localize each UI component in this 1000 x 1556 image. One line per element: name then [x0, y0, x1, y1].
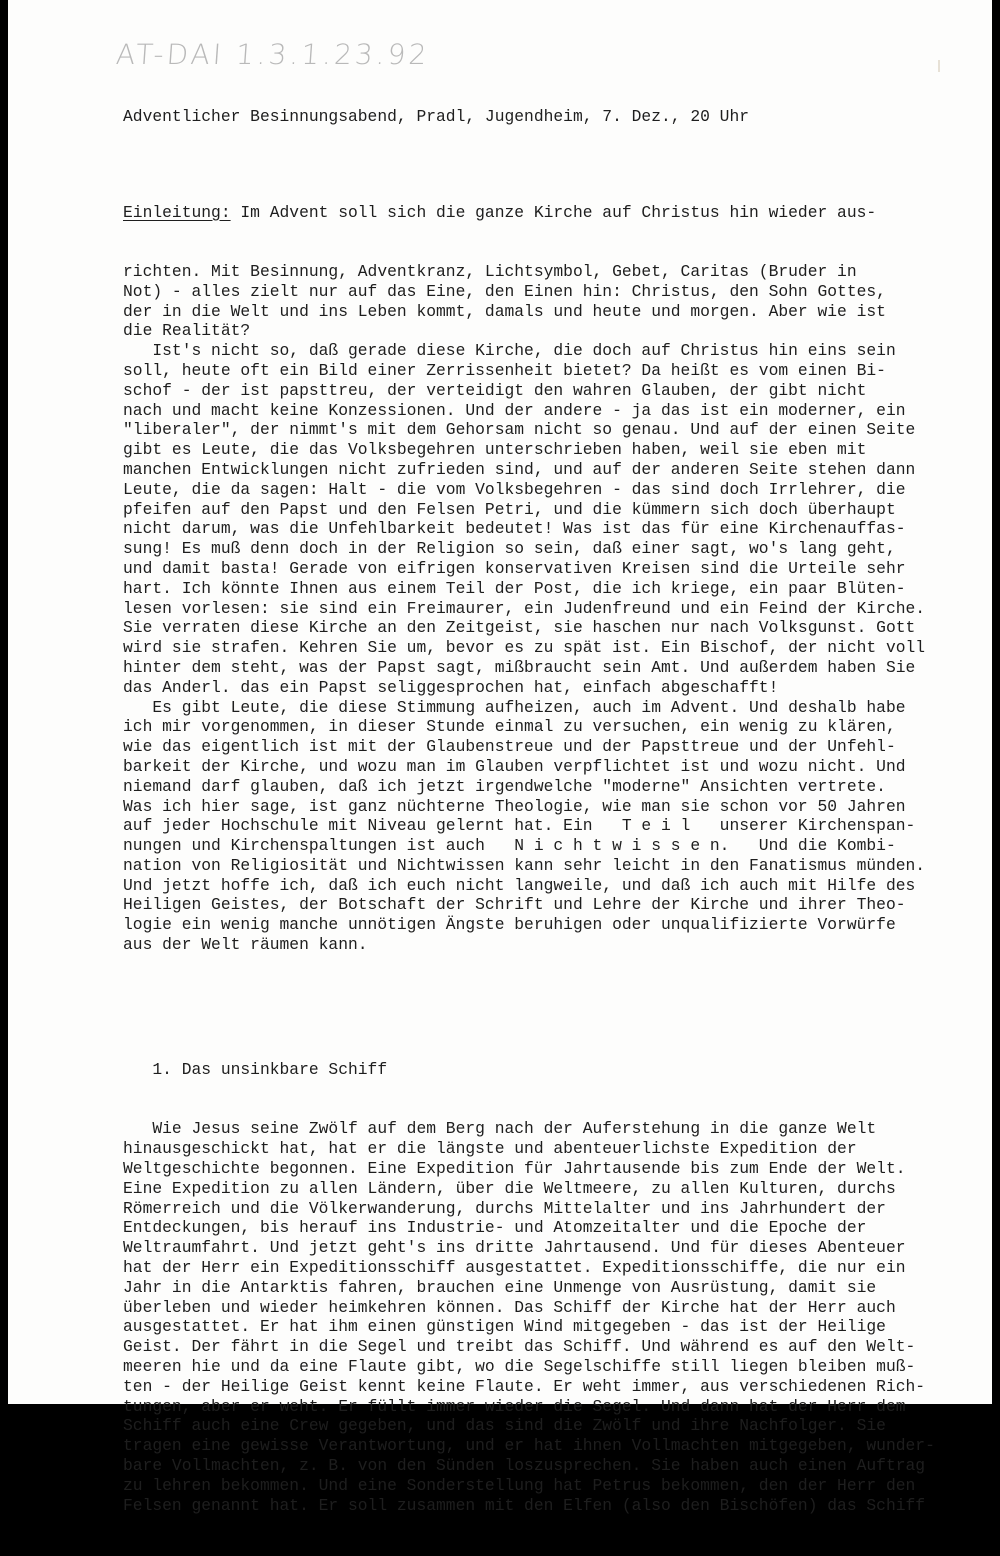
text-line: schof - der ist papsttreu, der verteidigt den wahren Glauben, der gibt nicht — [123, 381, 867, 401]
text-line: nungen und Kirchenspaltungen ist auch N i c h t w i s s e n. Und die Kombi- — [123, 837, 896, 857]
text-line: soll, heute oft ein Bild einer Zerrissenheit bietet? Da heißt es vom einen Bi- — [123, 361, 886, 381]
text-line: "liberaler", der nimmt's mit dem Gehorsam nicht so genau. Und auf der einen Seite — [123, 421, 916, 441]
text-line: niemand darf glauben, daß ich jetzt irgendwelche "moderne" Ansichten vertrete. — [123, 777, 886, 797]
text-line: Felsen genannt hat. Er soll zusammen mit den Elfen (also den Bischöfen) das Schiff — [123, 1496, 926, 1516]
text-line: wie das eigentlich ist mit der Glaubenstreue und der Papsttreue und der Unfehl- — [123, 738, 896, 758]
text-line: das Anderl. das ein Papst seliggesprochen hat, einfach abgeschafft! — [123, 678, 779, 698]
text-line: hat der Herr ein Expeditionsschiff ausgestattet. Expeditionsschiffe, die nur ein — [123, 1259, 906, 1279]
intro-first-line-text: Im Advent soll sich die ganze Kirche auf Christus hin wieder aus- — [230, 203, 877, 223]
text-line: gibt es Leute, die das Volksbegehren unterschrieben haben, weil sie eben mit — [123, 441, 867, 461]
text-line: manchen Entwicklungen nicht zufrieden sind, und auf der anderen Seite stehen dann — [123, 460, 916, 480]
text-line: wird sie strafen. Kehren Sie um, bevor es zu spät ist. Ein Bischof, der nicht voll — [123, 639, 926, 659]
text-line: Was ich hier sage, ist ganz nüchterne Theologie, wie man sie schon vor 50 Jahren — [123, 797, 906, 817]
text-line: nation von Religiosität und Nichtwissen kann sehr leicht in den Fanatismus münden. — [123, 856, 926, 876]
intro-paragraphs — [123, 262, 926, 956]
section-paragraphs — [123, 1120, 935, 1516]
text-line: richten. Mit Besinnung, Adventkranz, Lichtsymbol, Gebet, Caritas (Bruder in — [123, 262, 857, 282]
paper-speck — [938, 60, 940, 72]
text-line: aus der Welt räumen kann. — [123, 936, 368, 956]
document-body — [123, 164, 935, 1556]
text-line: nicht darum, was die Unfehlbarkeit bedeutet! Was ist das für eine Kirchenauffas- — [123, 520, 906, 540]
text-line: überleben und wieder heimkehren können. Das Schiff der Kirche hat der Herr auch — [123, 1298, 896, 1318]
text-line: pfeifen auf den Papst und den Felsen Petri, und die kümmern sich doch überhaupt — [123, 500, 896, 520]
text-line: die Realität? — [123, 322, 251, 342]
text-line: Not) - alles zielt nur auf das Eine, den Einen hin: Christus, den Sohn Gottes, — [123, 282, 886, 302]
text-line: hart. Ich könnte Ihnen aus einem Teil der Post, die ich kriege, ein paar Blüten- — [123, 579, 906, 599]
document-page — [8, 0, 992, 1516]
text-line: logie ein wenig manche unnötigen Ängste beruhigen oder unqualifizierte Vorwürfe — [123, 916, 896, 936]
intro-first-line — [123, 204, 914, 224]
text-line: und damit basta! Gerade von eifrigen konservativen Kreisen sind die Urteile sehr — [123, 559, 906, 579]
text-line: Weltraumfahrt. Und jetzt geht's ins dritte Jahrtausend. Und für dieses Abenteuer — [123, 1239, 906, 1259]
text-line: Und jetzt hoffe ich, daß ich euch nicht langweile, und daß ich auch mit Hilfe des — [123, 876, 916, 896]
text-line: Sie verraten diese Kirche an den Zeitgeist, sie haschen nur nach Volksgunst. Gott — [123, 619, 916, 639]
text-line: Wie Jesus seine Zwölf auf dem Berg nach der Auferstehung in die ganze Welt — [123, 1120, 877, 1140]
document-title: Adventlicher Besinnungsabend, Pradl, Jugendheim, 7. Dez., 20 Uhr — [123, 108, 750, 127]
text-line: Römerreich und die Völkerwanderung, durchs Mittelalter und ins Jahrhundert der — [123, 1199, 886, 1219]
section-heading: 1. Das unsinkbare Schiff — [123, 1061, 388, 1081]
text-line: meeren hie und da eine Flaute gibt, wo die Segelschiffe still liegen bleiben muß- — [123, 1358, 916, 1378]
text-line: Entdeckungen, bis herauf ins Industrie- und Atomzeitalter und die Epoche der — [123, 1219, 867, 1239]
text-line: Schiff auch eine Crew gegeben, und das sind die Zwölf und ihre Nachfolger. Sie — [123, 1417, 886, 1437]
text-line: Geist. Der fährt in die Segel und treibt das Schiff. Und während es auf den Welt- — [123, 1338, 916, 1358]
text-line: ich mir vorgenommen, in dieser Stunde einmal zu versuchen, ein wenig zu klären, — [123, 718, 896, 738]
text-line: ausgestattet. Er hat ihm einen günstigen Wind mitgegeben - das ist der Heilige — [123, 1318, 886, 1338]
text-line: nach und macht keine Konzessionen. Und der andere - ja das ist ein moderner, ein — [123, 401, 906, 421]
text-line: Heiligen Geistes, der Botschaft der Schrift und Lehre der Kirche und ihrer Theo- — [123, 896, 906, 916]
text-line: zu lehren bekommen. Und eine Sonderstellung hat Petrus bekommen, den der Herr den — [123, 1476, 916, 1496]
text-line: Weltgeschichte begonnen. Eine Expedition für Jahrtausende bis zum Ende der Welt. — [123, 1160, 906, 1180]
text-line: ten - der Heilige Geist kennt keine Flaute. Er weht immer, aus verschiedenen Rich- — [123, 1377, 926, 1397]
text-line: bare Vollmachten, z. B. von den Sünden loszusprechen. Sie haben auch einen Auftrag — [123, 1457, 926, 1476]
text-line: tungen, aber er weht. Er füllt immer wieder die Segel. Und dann hat der Herr dem — [123, 1397, 906, 1417]
text-line: Leute, die da sagen: Halt - die vom Volksbegehren - das sind doch Irrlehrer, die — [123, 480, 906, 500]
text-line: Ist's nicht so, daß gerade diese Kirche, die doch auf Christus hin eins sein — [123, 342, 896, 362]
text-line: der in die Welt und ins Leben kommt, damals und heute und morgen. Aber wie ist — [123, 302, 886, 322]
text-line: hinausgeschickt hat, hat er die längste und abenteuerlichste Expedition der — [123, 1140, 857, 1160]
text-line: auf jeder Hochschule mit Niveau gelernt hat. Ein T e i l unserer Kirchenspan- — [123, 817, 916, 837]
text-line: Eine Expedition zu allen Ländern, über die Weltmeere, zu allen Kulturen, durchs — [123, 1179, 896, 1199]
section-gap — [123, 995, 914, 1021]
handwritten-archive-signature: AT-DAI 1.3.1.23.92 — [114, 38, 431, 71]
text-line: sung! Es muß denn doch in der Religion so sein, daß einer sagt, wo's lang geht, — [123, 540, 896, 560]
text-line: lesen vorlesen: sie sind ein Freimaurer, ein Judenfreund und ein Feind der Kirche. — [123, 599, 926, 619]
text-line: barkeit der Kirche, und wozu man im Glauben verpflichtet ist und wozu nicht. Und — [123, 757, 906, 777]
text-line: hinter dem steht, was der Papst sagt, mißbraucht sein Amt. Und außerdem haben Sie — [123, 658, 916, 678]
text-line: Jahr in die Antarktis fahren, brauchen eine Unmenge von Ausrüstung, damit sie — [123, 1278, 877, 1298]
intro-label: Einleitung: — [123, 203, 231, 223]
text-line: Es gibt Leute, die diese Stimmung aufheizen, auch im Advent. Und deshalb habe — [123, 698, 906, 718]
text-line: tragen eine gewisse Verantwortung, und er hat ihnen Vollmachten mitgegeben, wunder- — [123, 1437, 935, 1457]
